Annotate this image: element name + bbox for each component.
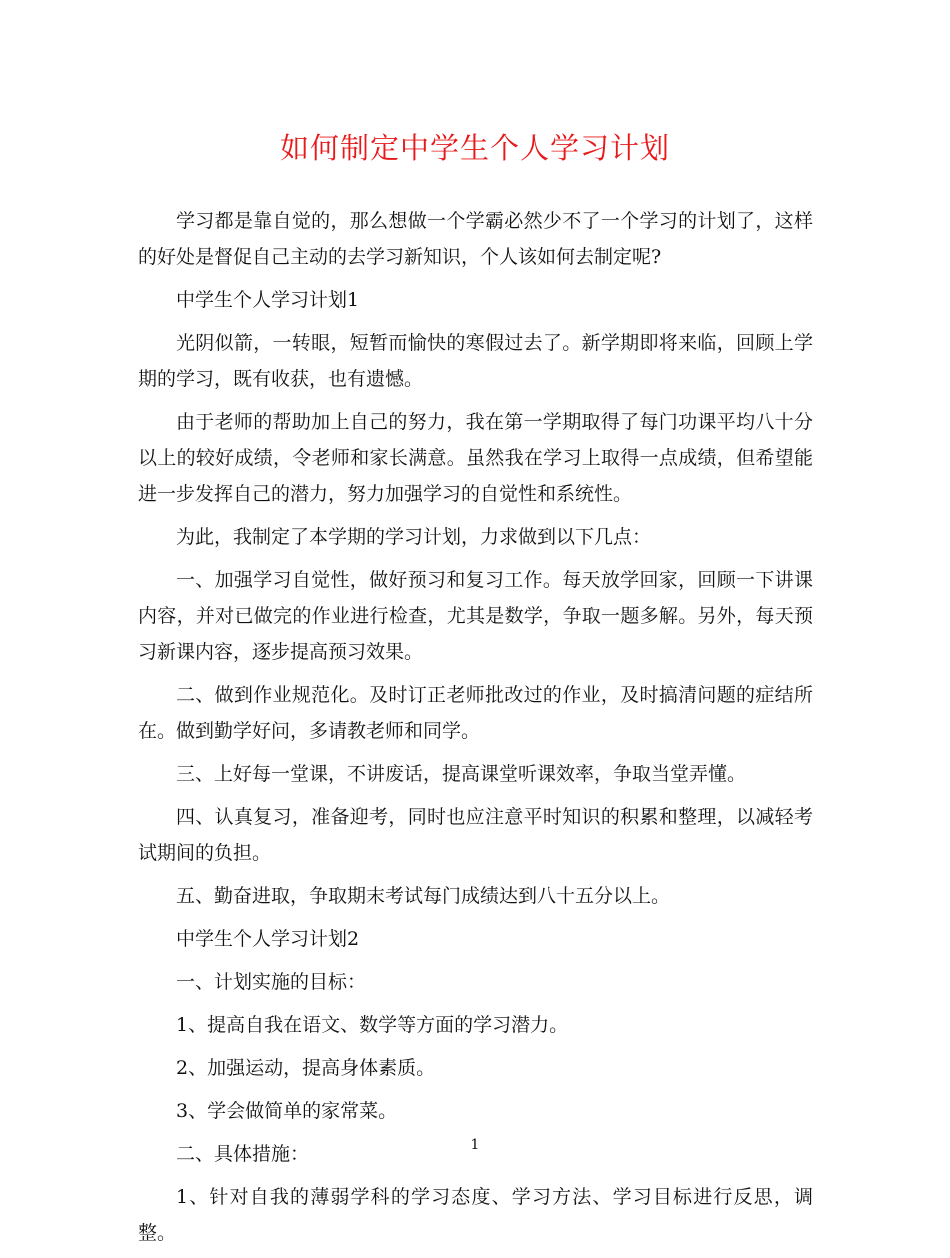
section-heading-plan-2: 中学生个人学习计划2 (176, 928, 360, 950)
list-item: 1、提高自我在语文、数学等方面的学习潜力。 (176, 1014, 569, 1036)
section-heading-plan-1: 中学生个人学习计划1 (176, 289, 360, 311)
subsection-heading: 一、计划实施的目标： (176, 971, 367, 993)
list-item: 五、勤奋进取，争取期末考试每门成绩达到八十五分以上。 (176, 885, 671, 907)
list-item: 四、认真复习，准备迎考，同时也应注意平时知识的积累和整理，以减轻考试期间的负担。 (138, 806, 813, 864)
list-item: 三、上好每一堂课，不讲废话，提高课堂听课效率，争取当堂弄懂。 (176, 763, 747, 785)
document-body (138, 203, 813, 1258)
page-number: 1 (470, 1137, 480, 1153)
list-item: 1、针对自我的薄弱学科的学习态度、学习方法、学习目标进行反思，调整。 (138, 1186, 813, 1244)
paragraph: 由于老师的帮助加上自己的努力，我在第一学期取得了每门功课平均八十分以上的较好成绩，令老师和家长满意。虽然我在学习上取得一点成绩，但希望能进一步发挥自己的潜力，努力加强学习的自觉性和系统性。 (138, 411, 813, 505)
paragraph: 为此，我制定了本学期的学习计划，力求做到以下几点： (176, 526, 652, 548)
list-item: 二、做到作业规范化。及时订正老师批改过的作业，及时搞清问题的症结所在。做到勤学好问，多请教老师和同学。 (138, 684, 813, 742)
list-item: 3、学会做简单的家常菜。 (176, 1100, 398, 1122)
paragraph: 光阴似箭，一转眼，短暂而愉快的寒假过去了。新学期即将来临，回顾上学期的学习，既有收获，也有遗憾。 (138, 332, 813, 390)
list-item: 一、加强学习自觉性，做好预习和复习工作。每天放学回家，回顾一下讲课内容，并对已做完的作业进行检查，尤其是数学，争取一题多解。另外，每天预习新课内容，逐步提高预习效果。 (138, 569, 813, 663)
list-item: 2、加强运动，提高身体素质。 (176, 1057, 436, 1079)
subsection-heading: 二、具体措施： (176, 1143, 310, 1165)
document-title: 如何制定中学生个人学习计划 (279, 131, 670, 165)
paragraph-intro: 学习都是靠自觉的，那么想做一个学霸必然少不了一个学习的计划了，这样的好处是督促自己主动的去学习新知识，个人该如何去制定呢? (138, 210, 813, 268)
